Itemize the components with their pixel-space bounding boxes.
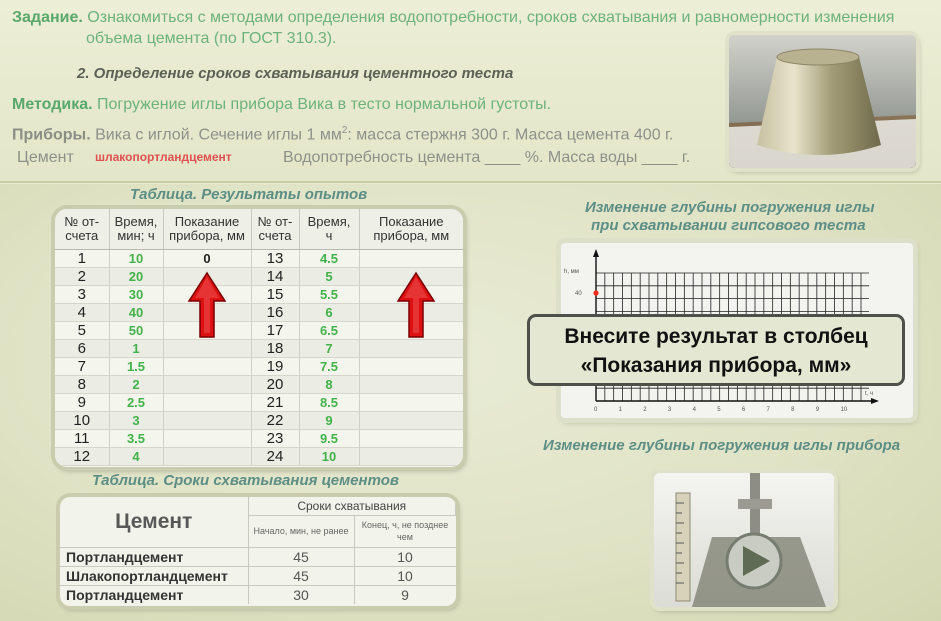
reading-input[interactable] (359, 375, 463, 393)
method-line (12, 96, 551, 114)
x-tick-label: 7 (766, 407, 770, 413)
video-player[interactable] (654, 473, 834, 607)
start-value: 45 (248, 566, 354, 585)
vicat-apparatus-icon (654, 473, 834, 607)
count-cell: 13 (251, 249, 299, 267)
reading-input[interactable] (163, 375, 251, 393)
time-cell: 4 (109, 447, 163, 465)
x-tick-label: 5 (717, 407, 721, 413)
count-cell: 3 (55, 285, 109, 303)
devices-text-b: : масса стержня 300 г. Масса цемента 400 г. (347, 126, 674, 144)
video-caption: Изменение глубины погружения иглы прибора (543, 437, 901, 454)
time-cell: 4.5 (299, 249, 359, 267)
reading-input[interactable] (163, 339, 251, 357)
col-header: Показание прибора, мм (163, 209, 251, 249)
time-cell: 5.5 (299, 285, 359, 303)
cone-image (729, 35, 916, 168)
x-tick-label: 1 (618, 407, 622, 413)
time-cell: 9 (299, 411, 359, 429)
count-cell: 24 (251, 447, 299, 465)
reading-input[interactable] (163, 393, 251, 411)
count-cell: 20 (251, 375, 299, 393)
start-value: 30 (248, 585, 354, 604)
instruction-overlay (527, 314, 905, 386)
method-text: Погружение иглы прибора Вика в тесто нормальной густоты. (97, 96, 552, 113)
count-cell: 19 (251, 357, 299, 375)
count-cell: 14 (251, 267, 299, 285)
time-cell: 40 (109, 303, 163, 321)
time-cell: 10 (109, 249, 163, 267)
reading-input[interactable] (359, 357, 463, 375)
table-row (55, 249, 463, 267)
results-caption: Таблица. Результаты опытов (130, 186, 368, 203)
y-tick-label: 40 (575, 291, 582, 297)
time-cell: 8 (299, 375, 359, 393)
count-cell: 7 (55, 357, 109, 375)
overlay-line-2: «Показания прибора, мм» (580, 354, 852, 377)
table-row (55, 357, 463, 375)
devices-sup: 2 (341, 125, 348, 136)
y-axis-arrow (593, 249, 599, 257)
time-cell: 7 (299, 339, 359, 357)
count-cell: 17 (251, 321, 299, 339)
count-cell: 2 (55, 267, 109, 285)
x-tick-label: 8 (791, 407, 795, 413)
table-row (55, 429, 463, 447)
count-cell: 8 (55, 375, 109, 393)
count-cell: 5 (55, 321, 109, 339)
data-point (593, 290, 598, 295)
task-text: Ознакомиться с методами определения водопотребности, сроков схватывания и равномерности изменения (87, 9, 895, 26)
x-tick-label: 10 (840, 407, 848, 413)
vicat-cone-icon (729, 35, 916, 168)
chart-caption-2: при схватывании гипсового теста (591, 217, 866, 234)
time-cell: 1.5 (109, 357, 163, 375)
cement-value: шлакопортландцемент (95, 150, 232, 164)
count-cell: 16 (251, 303, 299, 321)
time-cell: 2.5 (109, 393, 163, 411)
reading-input[interactable] (359, 429, 463, 447)
x-tick-label: 2 (643, 407, 647, 413)
end-value: 10 (354, 547, 456, 566)
count-cell: 12 (55, 447, 109, 465)
reading-input[interactable] (359, 411, 463, 429)
col-header: № от- счета (251, 209, 299, 249)
x-tick-label: 4 (692, 407, 696, 413)
count-cell: 11 (55, 429, 109, 447)
count-cell: 10 (55, 411, 109, 429)
reading-input[interactable] (163, 447, 251, 465)
devices-text-a: Вика с иглой. Сечение иглы 1 мм (95, 126, 342, 144)
section-title: 2. Определение сроков схватывания цементного теста (77, 65, 514, 82)
cement-label: Цемент (17, 149, 74, 166)
y-axis-label: h, мм (564, 269, 579, 275)
time-cell: 6.5 (299, 321, 359, 339)
task-label: Задание. (12, 9, 83, 26)
col-cement-header: Цемент (60, 497, 248, 547)
col-end-header: Конец, ч, не позднее чем (354, 515, 456, 547)
chart-caption-1: Изменение глубины погружения иглы (585, 199, 875, 216)
col-header: Время, ч (299, 209, 359, 249)
time-cell: 3 (109, 411, 163, 429)
time-cell: 9.5 (299, 429, 359, 447)
col-start-header: Начало, мин, не ранее (248, 515, 354, 547)
task-line (12, 9, 894, 27)
col-group-header: Сроки схватывания (248, 497, 456, 515)
count-cell: 15 (251, 285, 299, 303)
overlay-line-1: Внесите результат в столбец (564, 325, 868, 348)
end-value: 9 (401, 586, 409, 603)
method-label: Методика. (12, 96, 93, 113)
devices-label: Приборы. (12, 126, 91, 144)
setting-caption: Таблица. Сроки схватывания цементов (92, 472, 399, 489)
count-cell: 9 (55, 393, 109, 411)
devices-line (12, 125, 673, 144)
table-row (55, 393, 463, 411)
cement-name: Портландцемент (60, 585, 248, 604)
x-axis-arrow (871, 398, 879, 404)
reading-input[interactable] (359, 393, 463, 411)
time-cell: 6 (299, 303, 359, 321)
time-cell: 2 (109, 375, 163, 393)
time-cell: 8.5 (299, 393, 359, 411)
water-demand-line: Водопотребность цемента ____ %. Масса воды ____ г. (283, 149, 691, 166)
count-cell: 22 (251, 411, 299, 429)
table-row (60, 547, 456, 566)
time-cell: 3.5 (109, 429, 163, 447)
count-cell: 21 (251, 393, 299, 411)
time-cell: 20 (109, 267, 163, 285)
time-cell: 7.5 (299, 357, 359, 375)
arrow-up-icon (187, 271, 227, 339)
col-header: № от- счета (55, 209, 109, 249)
reading-input[interactable] (359, 339, 463, 357)
x-tick-label: 3 (667, 407, 672, 413)
count-cell: 1 (55, 249, 109, 267)
setting-times-table (60, 497, 456, 606)
end-value: 10 (354, 566, 456, 585)
count-cell: 6 (55, 339, 109, 357)
start-value: 45 (248, 547, 354, 566)
table-row (55, 339, 463, 357)
x-tick-label: 6 (741, 407, 746, 413)
x-tick-label: 9 (815, 407, 820, 413)
reading-input[interactable] (163, 411, 251, 429)
time-cell: 30 (109, 285, 163, 303)
table-row (55, 411, 463, 429)
reading-input[interactable] (163, 357, 251, 375)
count-cell: 4 (55, 303, 109, 321)
count-cell: 18 (251, 339, 299, 357)
col-header: Показание прибора, мм (359, 209, 463, 249)
x-tick-label: 0 (594, 407, 598, 413)
time-cell: 5 (299, 267, 359, 285)
cement-name: Портландцемент (60, 547, 248, 566)
play-icon (727, 534, 781, 588)
cement-name: Шлакопортландцемент (60, 566, 248, 585)
x-axis-label: t, ч (865, 391, 874, 397)
table-row (60, 585, 456, 604)
col-header: Время, мин; ч (109, 209, 163, 249)
reading-input[interactable] (163, 429, 251, 447)
reading-input[interactable] (359, 249, 463, 267)
table-row (60, 566, 456, 585)
time-cell: 50 (109, 321, 163, 339)
table-row (55, 447, 463, 465)
task-text-cont: объема цемента (по ГОСТ 310.3). (86, 30, 337, 47)
reading-input[interactable] (359, 447, 463, 465)
time-cell: 1 (109, 339, 163, 357)
reading-input[interactable]: 0 (163, 249, 251, 267)
arrow-up-icon (396, 271, 436, 339)
count-cell: 23 (251, 429, 299, 447)
table-row (55, 375, 463, 393)
time-cell: 10 (299, 447, 359, 465)
